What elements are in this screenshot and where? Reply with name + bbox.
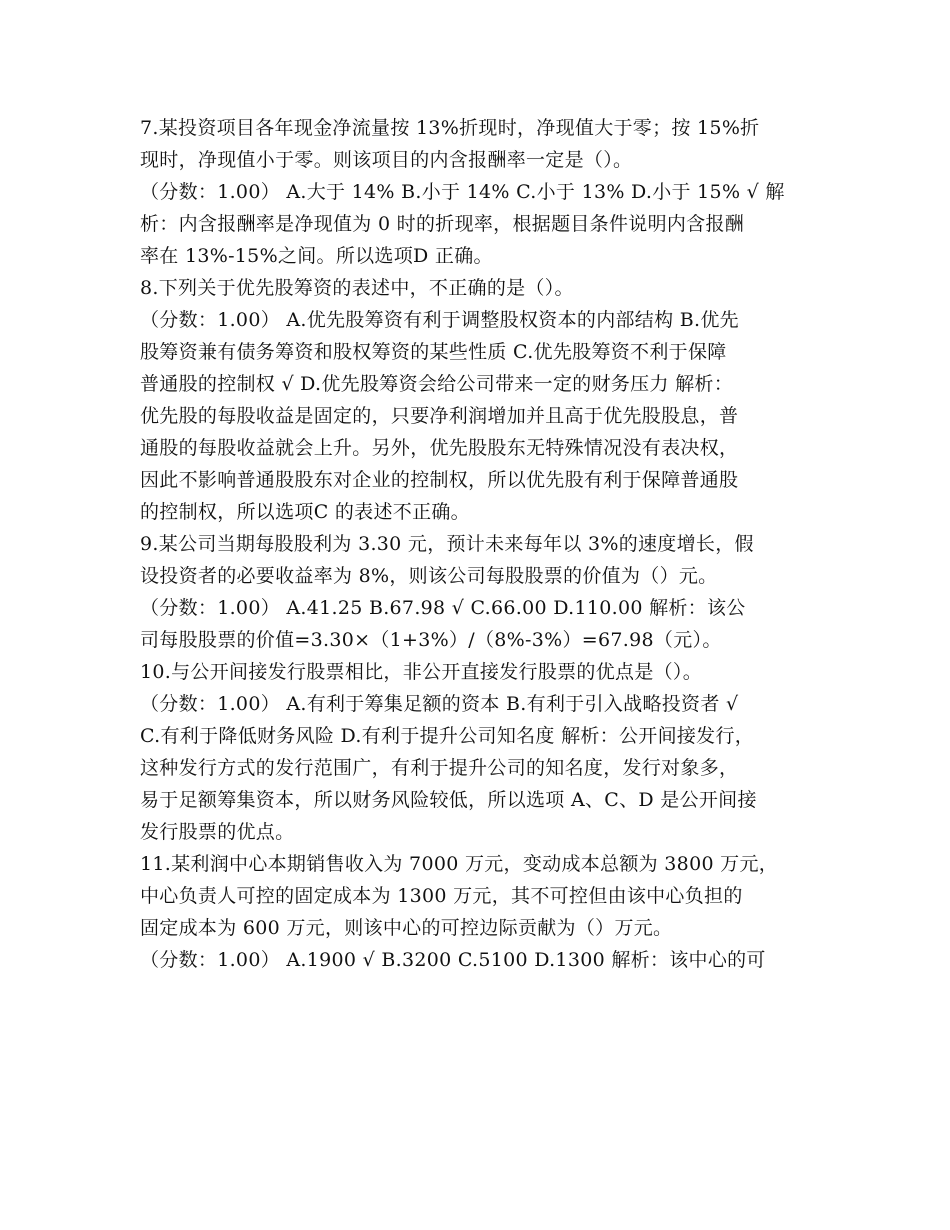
question-11-line-4: （分数：1.00） A.1900 √ B.3200 C.5100 D.1300 解析：该中心的可 bbox=[140, 949, 766, 971]
question-8-line-3: 股筹资兼有债务筹资和股权筹资的某些性质 C.优先股筹资不利于保障 bbox=[140, 341, 727, 363]
question-8-line-1: 8.下列关于优先股筹资的表述中，不正确的是（）。 bbox=[140, 277, 574, 299]
question-10-line-5: 易于足额筹集资本，所以财务风险较低，所以选项 A、C、D 是公开间接 bbox=[140, 789, 757, 811]
question-10-line-6: 发行股票的优点。 bbox=[140, 821, 295, 843]
question-8-line-6: 通股的每股收益就会上升。另外，优先股股东无特殊情况没有表决权， bbox=[140, 437, 739, 459]
question-10-line-3: C.有利于降低财务风险 D.有利于提升公司知名度 解析：公开间接发行， bbox=[140, 725, 755, 747]
question-7-line-1: 7.某投资项目各年现金净流量按 13%折现时，净现值大于零；按 15%折 bbox=[140, 117, 760, 139]
question-11-line-3: 固定成本为 600 万元，则该中心的可控边际贡献为（）万元。 bbox=[140, 917, 673, 939]
question-11-line-1: 11.某利润中心本期销售收入为 7000 万元，变动成本总额为 3800 万元， bbox=[140, 853, 779, 875]
document-page bbox=[140, 112, 820, 976]
question-7-line-2: 现时，净现值小于零。则该项目的内含报酬率一定是（）。 bbox=[140, 149, 633, 171]
question-8-line-4: 普通股的控制权 √ D.优先股筹资会给公司带来一定的财务压力 解析： bbox=[140, 373, 734, 395]
question-7-line-3: （分数：1.00） A.大于 14% B.小于 14% C.小于 13% D.小于 15% √ 解 bbox=[140, 181, 785, 203]
question-8-line-5: 优先股的每股收益是固定的，只要净利润增加并且高于优先股股息，普 bbox=[140, 405, 739, 427]
question-10-line-4: 这种发行方式的发行范围广，有利于提升公司的知名度，发行对象多， bbox=[140, 757, 739, 779]
question-7-line-5: 率在 13%-15%之间。所以选项D 正确。 bbox=[140, 245, 493, 267]
question-10-line-2: （分数：1.00） A.有利于筹集足额的资本 B.有利于引入战略投资者 √ bbox=[140, 693, 739, 715]
question-8-line-8: 的控制权，所以选项C 的表述不正确。 bbox=[140, 501, 470, 523]
question-9-line-1: 9.某公司当期每股股利为 3.30 元，预计未来每年以 3%的速度增长，假 bbox=[140, 533, 754, 555]
question-8-line-2: （分数：1.00） A.优先股筹资有利于调整股权资本的内部结构 B.优先 bbox=[140, 309, 739, 331]
question-9-line-4: 司每股股票的价值=3.30×（1+3%）/（8%-3%）=67.98（元）。 bbox=[140, 629, 722, 651]
question-7-line-4: 析：内含报酬率是净现值为 0 时的折现率，根据题目条件说明内含报酬 bbox=[140, 213, 745, 235]
question-11-line-2: 中心负责人可控的固定成本为 1300 万元，其不可控但由该中心负担的 bbox=[140, 885, 743, 907]
question-8-line-7: 因此不影响普通股股东对企业的控制权，所以优先股有利于保障普通股 bbox=[140, 469, 739, 491]
question-9-line-3: （分数：1.00） A.41.25 B.67.98 √ C.66.00 D.110.00 解析：该公 bbox=[140, 597, 746, 619]
question-9-line-2: 设投资者的必要收益率为 8%，则该公司每股股票的价值为（）元。 bbox=[140, 565, 718, 587]
question-10-line-1: 10.与公开间接发行股票相比，非公开直接发行股票的优点是（）。 bbox=[140, 661, 703, 683]
